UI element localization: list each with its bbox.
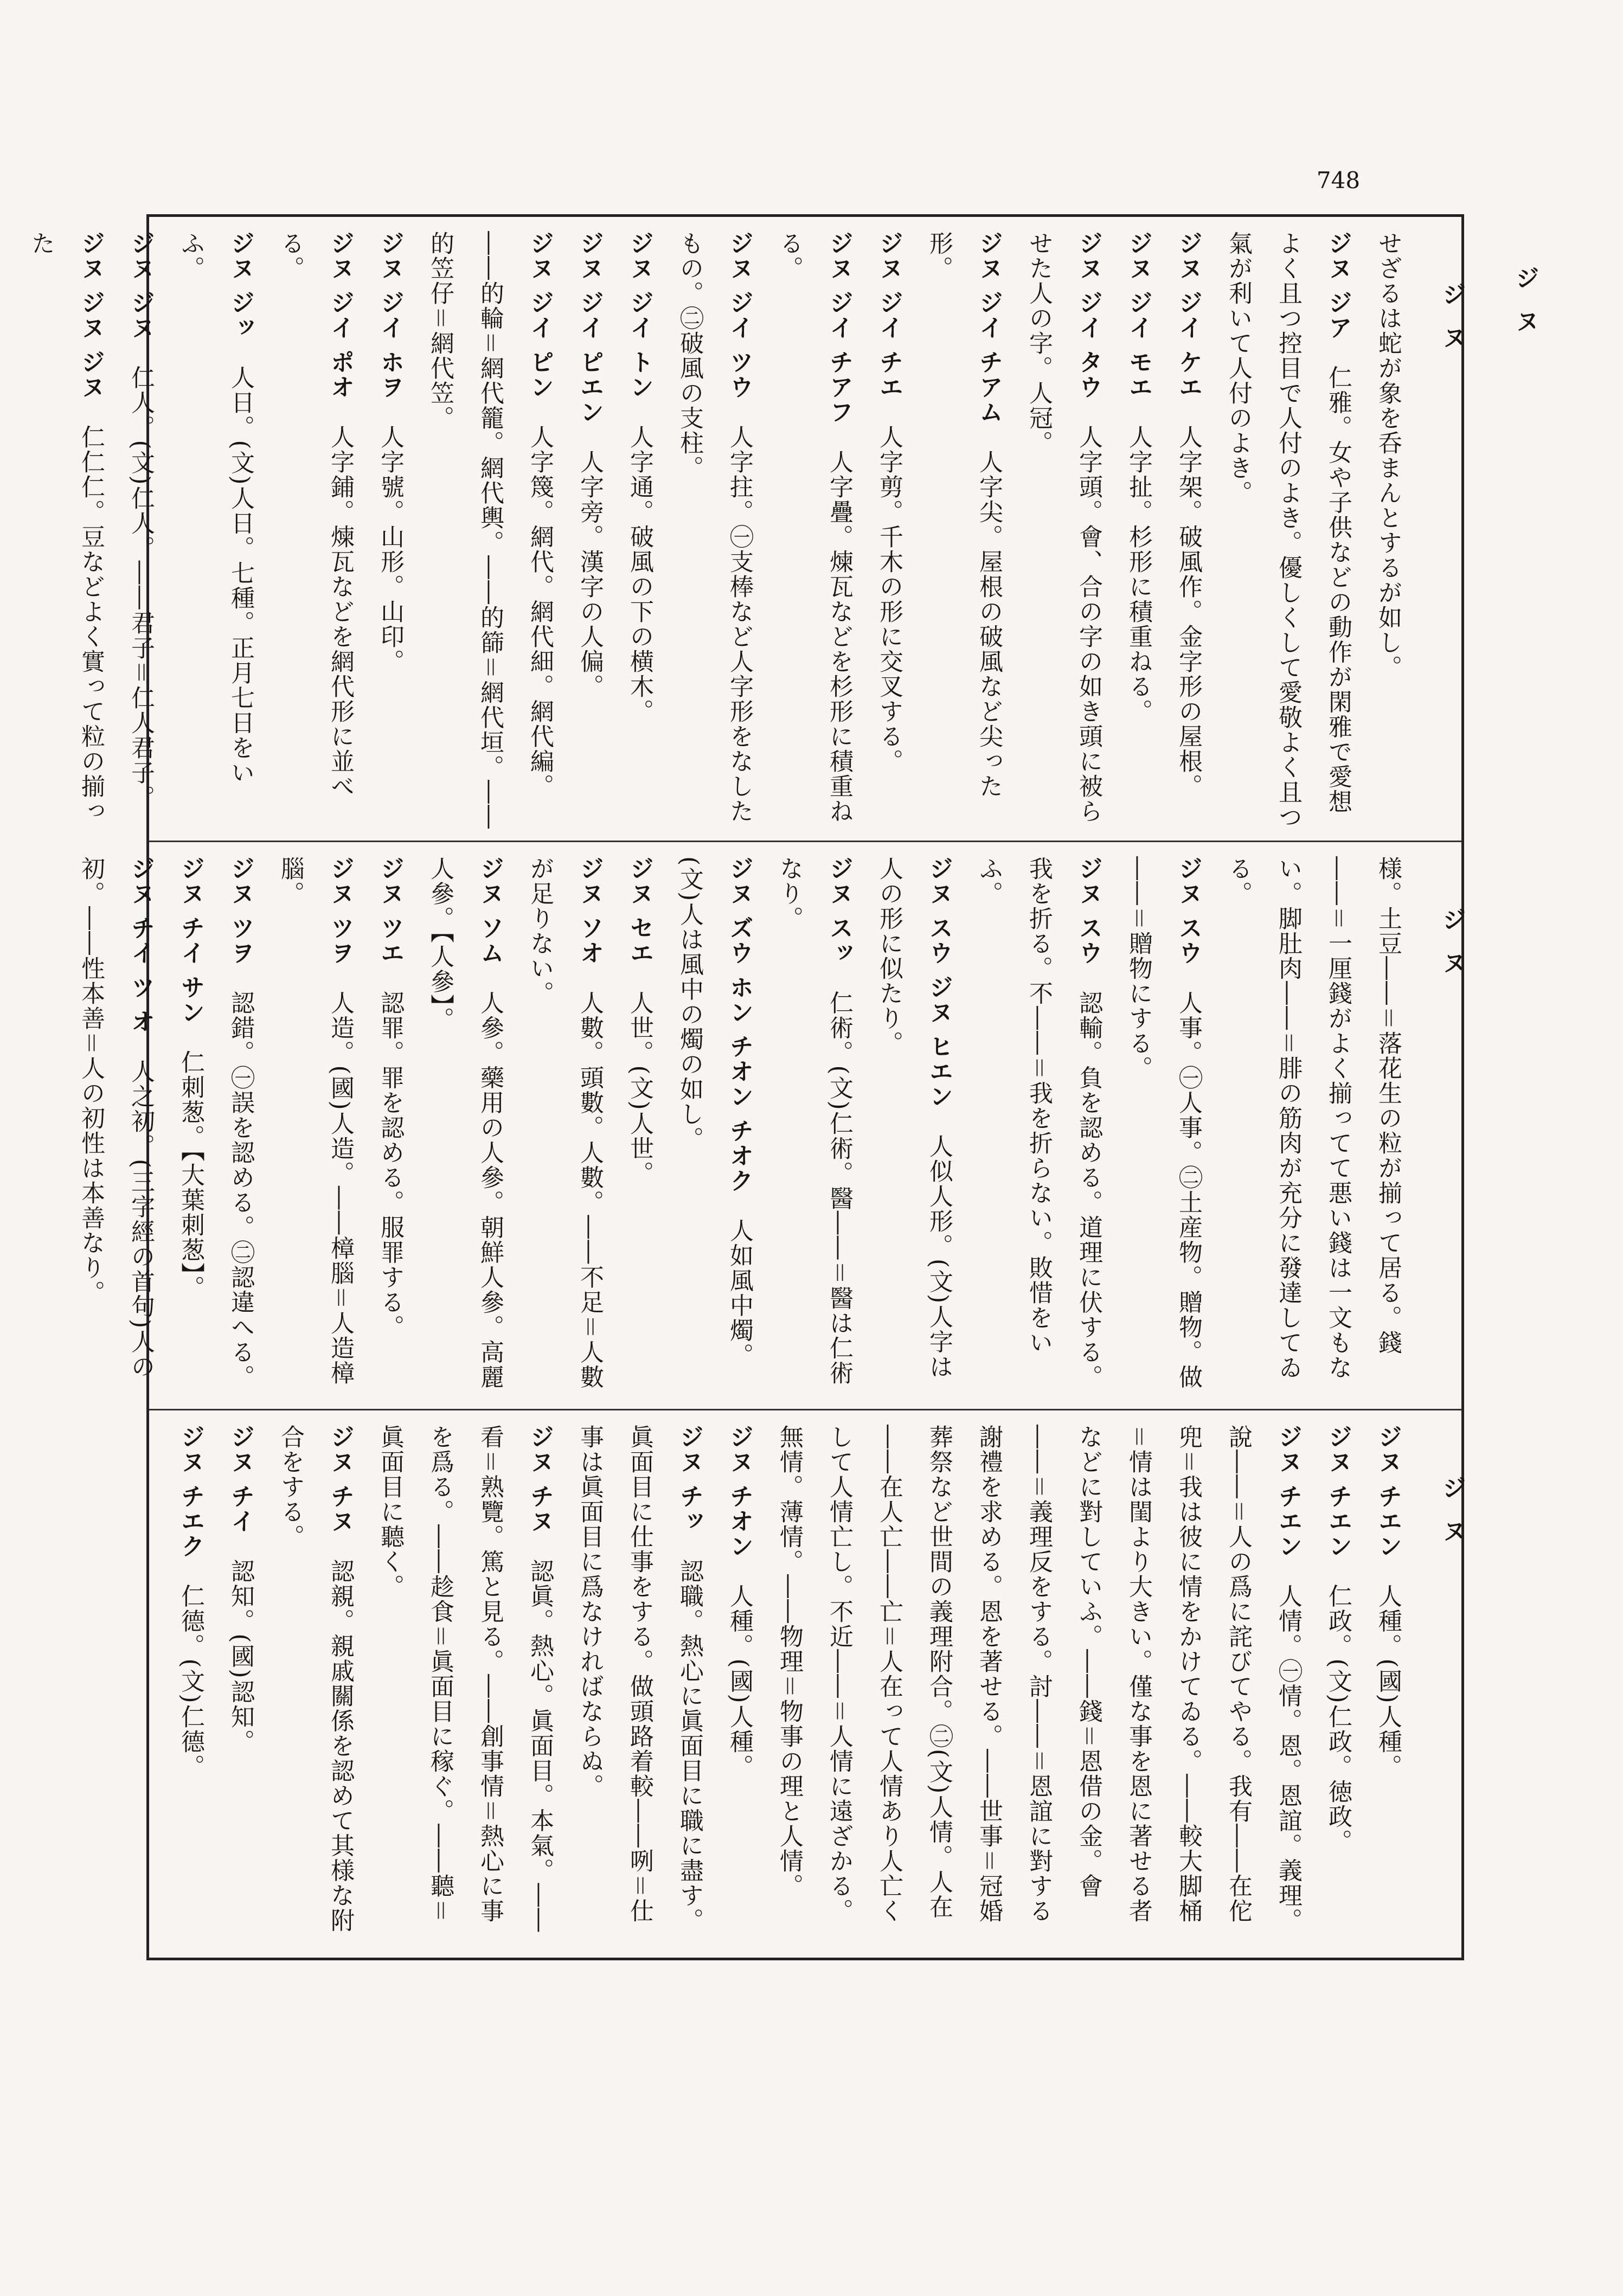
entry-headword: ジヌ ツヲ	[326, 856, 354, 966]
entry-definition: 認輸。負を認める。道理に伏する。我を折る。不――＝我を折らない。敗惜をいふ。	[975, 856, 1102, 1390]
dictionary-entry	[515, 856, 614, 1398]
entry-headword: ジヌ ジイ トン	[626, 231, 653, 400]
dictionary-entry	[265, 1425, 365, 1947]
entry-definition: せざるは蛇が象を呑まんとするが如し。	[1374, 231, 1402, 680]
entry-headword: ジヌ ズウ ホン チオン チオク	[726, 856, 753, 1194]
entry-definition: 人字剪。千木の形に交叉する。	[875, 424, 903, 774]
section-head: ジ ヌ	[1438, 907, 1466, 980]
dictionary-entry	[165, 856, 215, 1398]
dictionary-entry	[964, 856, 1113, 1398]
entry-headword: ジヌ ジア	[1324, 231, 1352, 341]
section-head: ジ ヌ	[1438, 1476, 1466, 1548]
entry-definition: 人字架。破風作。金字形の屋根。	[1175, 424, 1202, 799]
entry-definition: 人情。㊀情。恩。恩誼。義理。說――＝人の爲に詫びてやる。我有――在佗兜＝我は彼に情をかけてゐる。――較大脚桶＝情は閨より大きい。僅な事を恩に著せる者などに對していふ。――錢＝恩借の金。會――＝義理反をする。討――＝恩誼に對する謝禮を求める。恩を著せる。――世事＝冠婚葬祭など世間の義理附合。㊁(文)人情。人在――在人亡――亡＝人在って人情あり人亡くして人情亡し。不近――＝人情に遠ざかる。無情。薄情。――物理＝物事の理と人情。	[775, 1425, 1302, 1933]
dictionary-entry	[1213, 856, 1413, 1398]
dictionary-entry	[1113, 856, 1213, 1398]
dictionary-entry	[1313, 1425, 1363, 1947]
entry-headword: ジヌ チイ サン	[177, 856, 204, 1025]
entry-definition: 仁雅。女や子供などの動作が閑雅で愛想よく且つ控目で人付のよき。優しくして愛敬よく且つ氣が利いて人付のよき。	[1224, 231, 1352, 830]
entry-columns	[160, 1425, 1413, 1947]
entry-headword: ジヌ ジイ ホヲ	[376, 231, 404, 400]
entry-definition: 人種。(國)人種。	[1374, 1583, 1402, 1779]
entry-definition: 人事。㊀人事。㊁土産物。贈物。做――＝贈物にする。	[1125, 856, 1202, 1390]
entry-headword: ジヌ ジイ ポオ	[326, 231, 354, 400]
entry-definition: 人造。(國)人造。――樟腦＝人造樟腦。	[277, 856, 354, 1386]
dictionary-entry	[165, 1425, 215, 1947]
entry-definition: 人如風中燭。(文)人は風中の燭の如し。	[676, 856, 753, 1368]
entry-headword: ジヌ ジッ	[227, 231, 254, 341]
dictionary-entry	[116, 231, 165, 830]
entry-definition: 仁刺葱。【大葉刺葱】。	[177, 1049, 204, 1300]
dictionary-entry	[16, 231, 116, 830]
dictionary-entry	[714, 1425, 764, 1947]
entry-headword: ジヌ ソム	[476, 856, 504, 966]
entry-headword: ジヌ ジヌ ジヌ	[77, 231, 105, 400]
entry-definition: 様。土豆――＝落花生の粒が揃って居る。錢――＝一厘錢がよく揃ってて悪い錢は一文もない。脚肚肉――＝腓の筋肉が充分に發達してゐる。	[1224, 856, 1402, 1380]
entry-definition: 人字疊。煉瓦などを杉形に積重ねる。	[775, 231, 853, 824]
entry-headword: ジヌ ジイ ピン	[526, 231, 554, 400]
dictionary-entry	[564, 1425, 714, 1947]
section-head: ジ ヌ	[1438, 282, 1466, 355]
section-top	[27, 217, 1466, 841]
entry-headword: ジヌ ジイ チアフ	[825, 231, 853, 425]
entry-headword: ジヌ ジイ チアム	[975, 231, 1003, 425]
dictionary-entry	[1113, 231, 1163, 830]
dictionary-entry	[764, 856, 864, 1398]
entry-definition: 人字旁。漢字の人偏。	[576, 449, 604, 699]
dictionary-entry	[664, 856, 764, 1398]
entry-definition: 仁術。(文)仁術。醫――＝醫は仁術なり。	[775, 856, 853, 1386]
entry-definition: 認罪。罪を認める。服罪する。	[376, 990, 404, 1340]
entry-definition: 人之初。(三字經の首句)人の初。――性本善＝人の初性は本善なり。	[77, 856, 155, 1380]
entry-definition: 人字號。山形。山印。	[376, 424, 404, 674]
entry-definition: 認親。親戚關係を認めて其様な附合をする。	[277, 1425, 354, 1933]
entry-headword: ジヌ チエン	[1324, 1425, 1352, 1559]
entry-definition: 人字通。破風の下の横木。	[626, 424, 653, 724]
dictionary-entry	[265, 231, 365, 830]
dictionary-entry	[1213, 231, 1363, 830]
entry-headword: ジヌ スッ	[825, 856, 853, 966]
section-middle	[77, 841, 1466, 1409]
entry-headword: ジヌ チエン	[1374, 1425, 1402, 1559]
dictionary-entry	[415, 231, 564, 830]
entry-definition: 人字尖。屋根の破風など尖った形。	[925, 231, 1003, 799]
dictionary-entry	[914, 231, 1013, 830]
entry-definition: 仁德。(文)仁德。	[177, 1583, 204, 1779]
entry-headword: ジヌ チヌ	[526, 1425, 554, 1534]
dictionary-entry	[864, 231, 914, 830]
dictionary-entry	[1163, 231, 1213, 830]
entry-definition: 仁人。(文)仁人。――君子＝仁人君子。	[127, 365, 155, 810]
dictionary-entry	[165, 231, 265, 830]
entry-definition: 人數。頭數。人數。――不足＝人數が足りない。	[526, 856, 604, 1390]
dictionary-entry	[215, 1425, 265, 1947]
entry-definition: 人日。(文)人日。七種。正月七日をいふ。	[177, 231, 254, 785]
entry-headword: ジヌ チッ	[676, 1425, 703, 1534]
dictionary-entry	[365, 231, 415, 830]
entry-headword: ジヌ チエン	[1274, 1425, 1302, 1559]
entry-headword: ジヌ ジイ チエ	[875, 231, 903, 400]
entry-definition: 人世。(文)人世。	[626, 990, 653, 1186]
entry-definition: 認眞。熱心。眞面目。本氣。――看＝熟覽。篤と見る。――創事情＝熱心に事を爲る。――趁食＝眞面目に稼ぐ。――聽＝眞面目に聽く。	[376, 1425, 554, 1933]
dictionary-entry	[365, 1425, 564, 1947]
entry-headword: ジヌ スウ ジヌ ヒエン	[925, 856, 953, 1109]
entry-definition: 認錯。㊀誤を認める。㊁認違へる。	[227, 990, 254, 1390]
entry-definition: 仁仁仁。豆などよく實って粒の揃った	[27, 231, 105, 824]
entry-headword: ジヌ スウ	[1075, 856, 1102, 966]
dictionary-entry	[265, 856, 365, 1398]
page-number: 748	[1316, 167, 1361, 194]
entry-headword: ジヌ ジヌ	[127, 231, 155, 341]
entry-definition: 人字鋪。煉瓦などを網代形に並べる。	[277, 231, 354, 799]
entry-definition: 人種。(國)人種。	[726, 1583, 753, 1779]
entry-headword: ジヌ チイ ツ オ	[127, 856, 155, 1034]
dictionary-entry	[664, 231, 764, 830]
dictionary-entry	[66, 856, 165, 1398]
entry-headword: ジヌ ジイ モエ	[1125, 231, 1152, 400]
dictionary-entry	[1363, 231, 1413, 830]
entry-definition: 人似人形。(文)人字は人の形に似たり。	[875, 856, 953, 1380]
dictionary-entry	[764, 231, 864, 830]
entry-definition: 人字篾。網代。網代細。網代編。――的輪＝網代籠。網代輿。――的篩＝網代垣。――的笠仔＝網代笠。	[426, 231, 554, 830]
dictionary-entry	[864, 856, 964, 1398]
dictionary-entry	[564, 231, 614, 830]
entry-headword: ジヌ ジイ ツウ	[726, 231, 753, 400]
entry-headword: ジヌ ツヲ	[227, 856, 254, 966]
entry-headword: ジヌ ジイ ケエ	[1175, 231, 1202, 400]
dictionary-entry	[614, 231, 664, 830]
entry-headword: ジヌ チオン	[726, 1425, 753, 1559]
running-head: ジ ヌ	[1511, 266, 1539, 338]
entry-definition: 人字拄。㊀支棒など人字形をなしたもの。㊁破風の支柱。	[676, 231, 753, 824]
entry-headword: ジヌ チエク	[177, 1425, 204, 1559]
dictionary-entry	[415, 856, 515, 1398]
entry-definition: 認知。(國)認知。	[227, 1559, 254, 1754]
entry-headword: ジヌ チヌ	[326, 1425, 354, 1534]
entry-headword: ジヌ チイ	[227, 1425, 254, 1534]
entry-columns	[77, 856, 1413, 1398]
dictionary-entry	[764, 1425, 1313, 1947]
entry-headword: ジヌ ジイ ピエン	[576, 231, 604, 425]
entry-definition: 人字頭。會、合の字の如き頭に被らせた人の字。人冠。	[1025, 231, 1102, 824]
entry-headword: ジヌ スウ	[1175, 856, 1202, 966]
entry-definition: 人字扯。杉形に積重ねる。	[1125, 424, 1152, 724]
entry-headword: ジヌ ソオ	[576, 856, 604, 966]
entry-definition: 仁政。(文)仁政。徳政。	[1324, 1583, 1352, 1854]
entry-headword: ジヌ ツエ	[376, 856, 404, 966]
entry-definition: 認職。熱心に眞面目に職に盡す。眞面目に仕事をする。做頭路着較――咧＝仕事は眞面目に爲なければならぬ。	[576, 1425, 703, 1933]
entry-headword: ジヌ ジイ タウ	[1075, 231, 1102, 400]
dictionary-entry	[1013, 231, 1113, 830]
section-bottom	[149, 1409, 1466, 1958]
dictionary-entry	[614, 856, 664, 1398]
entry-definition: 人參。藥用の人參。朝鮮人參。高麗人參。【人參】。	[426, 856, 504, 1390]
dictionary-frame	[27, 214, 1466, 1960]
entry-headword: ジヌ セエ	[626, 856, 653, 966]
entry-columns	[27, 231, 1413, 830]
dictionary-entry	[1363, 1425, 1413, 1947]
dictionary-entry	[215, 856, 265, 1398]
dictionary-entry	[365, 856, 415, 1398]
